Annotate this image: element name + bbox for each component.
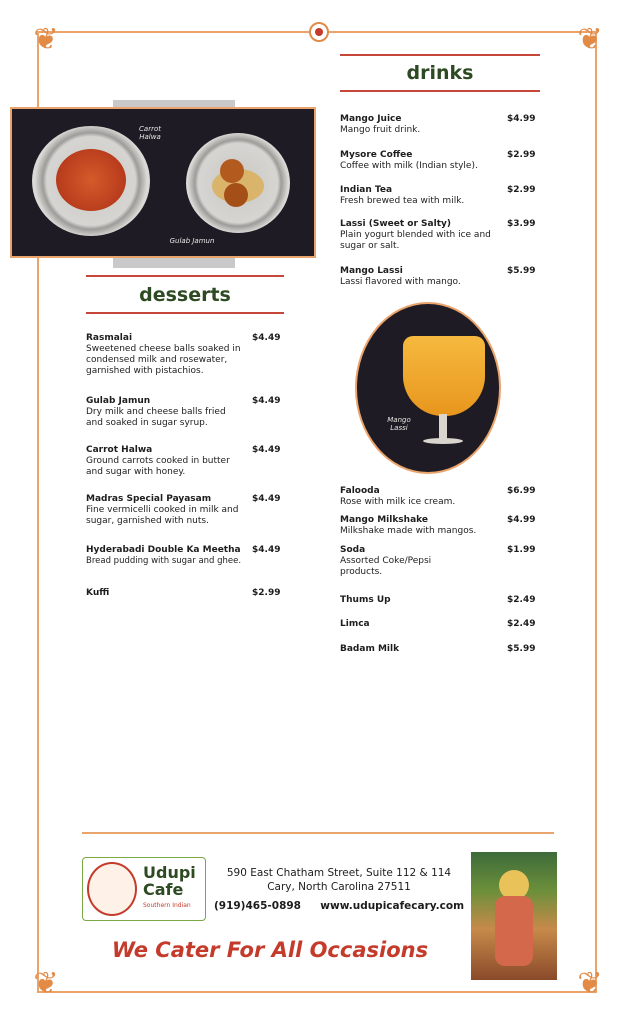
menu-item: Soda Assorted Coke/Pepsi products. $1.99: [340, 545, 536, 577]
menu-item: Mango Juice Mango fruit drink. $4.99: [340, 114, 536, 135]
menu-item: Madras Special Payasam Fine vermicelli cooked in milk and sugar, garnished with nuts. $4.49: [86, 494, 281, 526]
menu-item: Mysore Coffee Coffee with milk (Indian style). $2.99: [340, 150, 536, 171]
tagline: We Cater For All Occasions: [111, 938, 429, 962]
top-emblem-icon: [309, 22, 329, 42]
desserts-title: desserts: [139, 284, 231, 306]
udupi-cafe-logo: Udupi Cafe Southern Indian: [82, 857, 206, 921]
gulab-jamun-caption: Gulab Jamun: [169, 237, 215, 245]
bottom-left-ornament: ❦: [33, 966, 59, 1001]
menu-item: Lassi (Sweet or Salty) Plain yogurt blended with ice and sugar or salt. $3.99: [340, 219, 536, 251]
address-line-1: 590 East Chatham Street, Suite 112 & 114: [226, 867, 452, 879]
drinks-rule-bottom: [340, 90, 540, 92]
menu-item: Carrot Halwa Ground carrots cooked in butter and sugar with honey. $4.49: [86, 445, 281, 477]
menu-item: Hyderabadi Double Ka Meetha Bread pudding with sugar and ghee. $4.49: [86, 545, 281, 566]
footer-divider: [82, 832, 554, 834]
mango-lassi-caption: Mango Lassi: [387, 416, 411, 432]
menu-item: Mango Lassi Lassi flavored with mango. $5.99: [340, 266, 536, 287]
menu-item: Kuffi $2.99: [86, 588, 281, 598]
menu-item: Limca $2.49: [340, 619, 536, 629]
menu-item: Thums Up $2.49: [340, 595, 536, 605]
drinks-title: drinks: [406, 62, 474, 84]
menu-item: Badam Milk $5.99: [340, 644, 536, 654]
carrot-halwa-icon: [56, 149, 126, 211]
bottom-right-ornament: ❦: [577, 966, 603, 1001]
menu-item: Gulab Jamun Dry milk and cheese balls fried and soaked in sugar syrup. $4.49: [86, 396, 281, 428]
menu-item: Indian Tea Fresh brewed tea with milk. $2.99: [340, 185, 536, 206]
address-line-2: Cary, North Carolina 27511: [267, 881, 411, 893]
glass-icon: [403, 336, 485, 416]
desserts-photo: [10, 107, 316, 258]
menu-item: Mango Milkshake Milkshake made with mangos. $4.99: [340, 515, 536, 536]
website-link[interactable]: www.udupicafecary.com: [320, 900, 465, 912]
top-right-ornament: ❦: [577, 22, 603, 57]
top-left-ornament: ❦: [33, 22, 59, 57]
desserts-rule-top: [86, 275, 284, 277]
carrot-halwa-caption: Carrot Halwa: [139, 125, 161, 141]
gulab-jamun-icon: [220, 159, 244, 183]
menu-item: Falooda Rose with milk ice cream. $6.99: [340, 486, 536, 507]
drinks-rule-top: [340, 54, 540, 56]
desserts-rule-bottom: [86, 312, 284, 314]
logo-face-icon: [87, 862, 137, 916]
deity-image: [471, 852, 557, 980]
phone-number: (919)465-0898: [213, 900, 301, 912]
mango-lassi-photo: [355, 302, 501, 474]
menu-item: Rasmalai Sweetened cheese balls soaked in condensed milk and rosewater, garnished with pistachios. $4.49: [86, 333, 281, 376]
